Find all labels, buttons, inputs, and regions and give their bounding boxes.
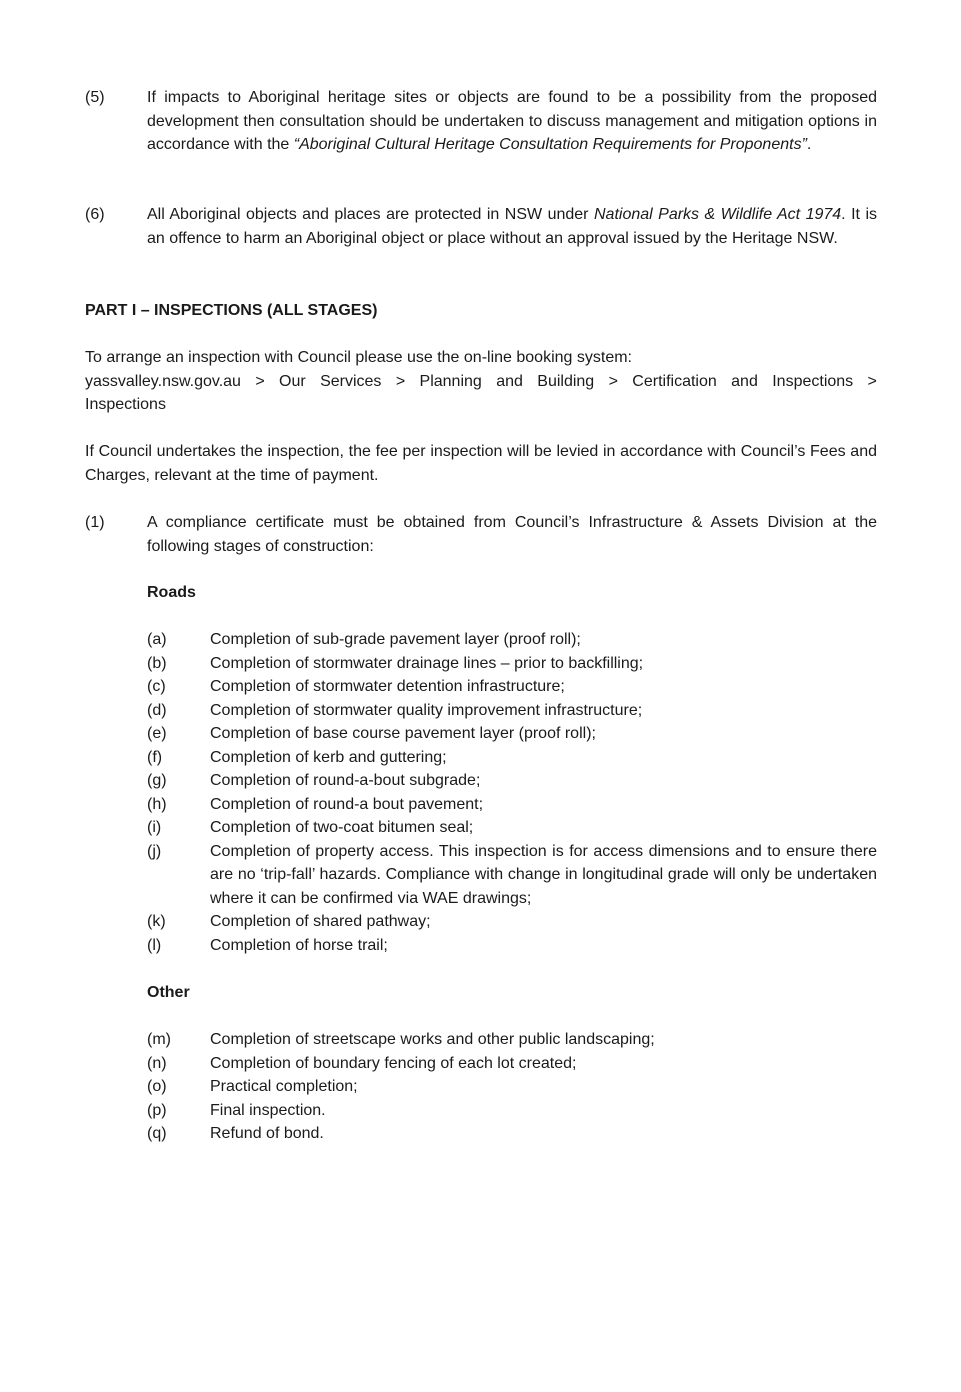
part-heading: PART I – INSPECTIONS (ALL STAGES) [85,302,378,319]
list-item: (j) Completion of property access. This inspection is for access dimensions and to ensure there are no ‘trip-fall’ hazards. Compliance with change in longitudinal grade will only be undertaken where it can be confirmed via WAE drawings; [147,842,877,907]
booking-nav-last: Inspections [85,396,166,413]
booking-nav-path: yassvalley.nsw.gov.au > Our Services > Planning and Building > Certification and Inspections > [85,372,877,390]
document-title-reference: “Aboriginal Cultural Heritage Consultation Requirements for Proponents” [293,136,807,153]
list-item: (d) Completion of stormwater quality improvement infrastructure; [147,701,643,719]
booking-paragraph [85,346,877,417]
clause-number: (6) [85,206,105,223]
list-item: (h) Completion of round-a bout pavement; [147,795,484,813]
list-item: (k) Completion of shared pathway; [147,913,431,930]
clause-text: If impacts to Aboriginal heritage sites or objects are found to be a possibility from the proposed development then consultation should be undertaken to discuss management and mitigation options in accordance with the “Aboriginal Cultural Heritage Consultation Requirements for Proponents”. [147,89,877,153]
clause-text: All Aboriginal objects and places are protected in NSW under National Parks & Wildlife Act 1974. It is an offence to harm an Aboriginal object or place without an approval issued by the Heritage NSW. [147,206,878,247]
list-item: (a) Completion of sub-grade pavement layer (proof roll); [147,631,581,648]
clause-1 [85,511,877,558]
fee-paragraph: If Council undertakes the inspection, the fee per inspection will be levied in accordance with Council’s Fees and Charges, relevant at the time of payment. [85,443,877,484]
list-item: (f) Completion of kerb and guttering; [147,748,447,766]
list-item: (c) Completion of stormwater detention infrastructure; [147,678,565,695]
other-list [147,1028,877,1146]
roads-list [147,628,877,957]
list-item: (m) Completion of streetscape works and other public landscaping; [147,1031,655,1048]
clause-6 [85,203,877,250]
booking-intro: To arrange an inspection with Council please use the on-line booking system: [85,349,632,366]
clause-text: A compliance certificate must be obtained from Council’s Infrastructure & Assets Division at the following stages of construction: [147,514,877,555]
roads-heading: Roads [147,584,196,601]
clause-5 [85,86,877,157]
clause-number: (1) [85,514,105,531]
list-item: (n) Completion of boundary fencing of each lot created; [147,1054,577,1072]
list-item: (b) Completion of stormwater drainage lines – prior to backfilling; [147,654,644,672]
list-item: (l) Completion of horse trail; [147,936,388,954]
list-item: (o) Practical completion; [147,1078,358,1095]
list-item: (q) Refund of bond. [147,1125,324,1142]
list-item: (g) Completion of round-a-bout subgrade; [147,772,481,789]
clause-number: (5) [85,89,105,106]
list-item: (i) Completion of two-coat bitumen seal; [147,819,474,836]
list-item: (p) Final inspection. [147,1101,326,1119]
list-item: (e) Completion of base course pavement layer (proof roll); [147,725,596,742]
other-heading: Other [147,984,190,1001]
act-reference: National Parks & Wildlife Act 1974 [593,206,842,223]
